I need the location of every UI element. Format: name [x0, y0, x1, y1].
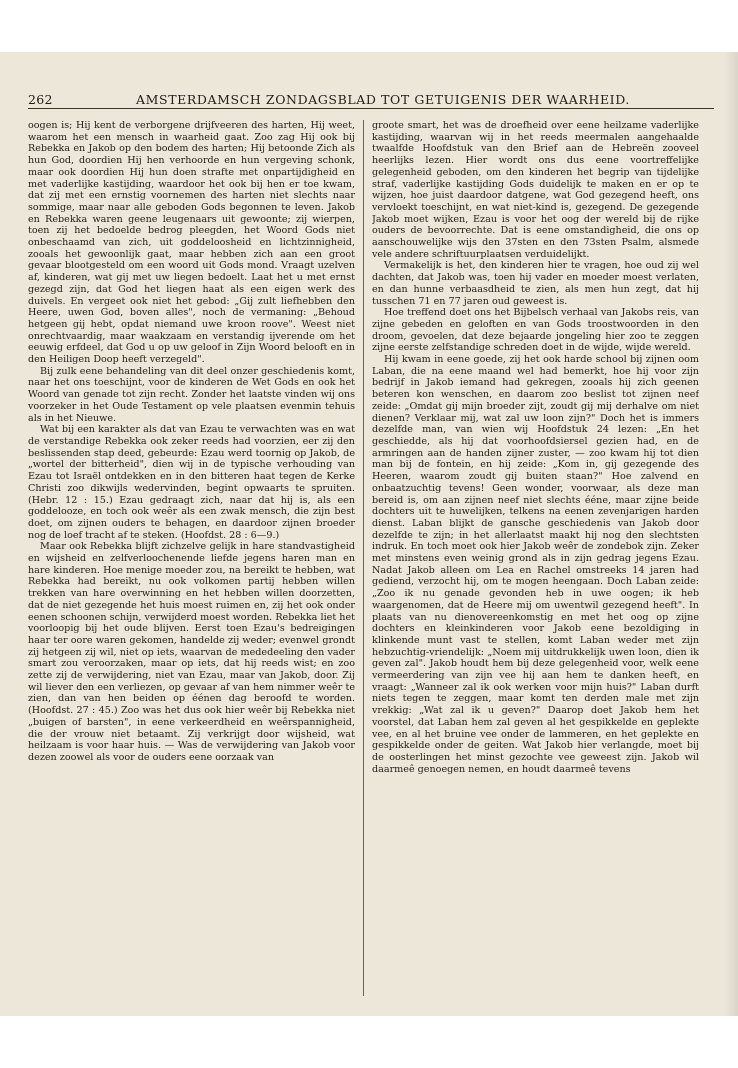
paragraph: Vermakelijk is het, den kinderen hier te vragen, hoe oud zij wel dachten, dat Jakob was, toen hij vader en moeder moest verlaten, en dan hunne verbaasdheid te zien, als men hun zegt, dat hij tusschen 71 en 77 jaren oud geweest is. — [372, 260, 699, 307]
right-column — [372, 120, 699, 1000]
paragraph: Hoe treffend doet ons het Bijbelsch verhaal van Jakobs reis, van zijne gebeden en geloften en van Gods troostwoorden in den droom, gevoelen, dat deze bejaarde jongeling hier zoo te zeggen zijne eerste zelfstandige schreden doet in de wijde, wijde wereld. — [372, 307, 699, 354]
column-divider — [363, 120, 364, 996]
paragraph: oogen is; Hij kent de verborgene drijfveeren des harten, Hij weet, waarom het een mensch in waarheid gaat. Zoo zag Hij ook bij Rebekka en Jakob op den bodem des harten; Hij betoonde Zich als hun God, doordien Hij hen verhoorde en hun vergeving schonk, maar ook doordien Hij hun doen strafte met onpartijdigheid en met vaderlijke kastijding, waardoor het ook bij hen er toe kwam, dat zij met een ernstig voornemen des harten niet slechts naar sommige, maar naar alle geboden Gods begonnen te leven. Jakob en Rebekka waren geene leugenaars uit gewoonte; zij wierpen, toen zij het bedoelde bedrog pleegden, het Woord Gods niet onbeschaamd van zich, uit goddeloosheid en lichtzinnigheid, zooals het gewoonlijk gaat, maar hebben zich aan een groot gevaar blootgesteld om een woord uit Gods mond. Vraagt uzelven af, kinderen, wat gij met uw liegen bedoelt. Laat het u met ernst gezegd zijn, dat God het liegen haat als een eigen werk des duivels. En vergeet ook niet het gebod: „Gij zult liefhebben den Heere, uwen God, boven alles", noch de vermaning: „Behoud hetgeen gij hebt, opdat niemand uwe kroon roove". Weest niet onrechtvaardig, maar waakzaam en verstandig ijverende om het eeuwig erfdeel, dat God u op uw geloof in Zijn Woord belooft en in den Heiligen Doop heeft verzegeld". — [28, 120, 355, 366]
page-number: 262 — [28, 92, 53, 107]
paragraph: groote smart, het was de droefheid over eene heilzame vaderlijke kastijding, waarvan wij in het reeds meermalen aangehaalde twaalfde Hoofdstuk van den Brief aan de Hebreën zooveel heerlijks lezen. Hier wordt ons dus eene voortreffelijke gelegenheid geboden, om den kinderen het begrip van tijdelijke straf, vaderlijke kastijding Gods duidelijk te maken en er op te wijzen, hoe juist daardoor datgene, wat God gezegend heeft, ons vervloekt toeschijnt, en wat niet-kind is, gezegend. De gezegende Jakob moet wijken, Ezau is voor het oog der wereld bij de rijke ouders de bevoorrechte. Dat is eene omstandigheid, die ons op aanschouwelijke wijs den 37sten en den 73sten Psalm, alsmede vele andere schriftuurplaatsen verduidelijkt. — [372, 120, 699, 260]
paragraph: Wat bij een karakter als dat van Ezau te verwachten was en wat de verstandige Rebekka ook zeker reeds had voorzien, eer zij den beslissenden stap deed, gebeurde: Ezau werd toornig op Jakob, de „wortel der bitterheid", dien wij in de typische verhouding van Ezau tot Israël ontdekken en in den bitteren haat tegen de Kerke Christi zoo dikwijls wedervinden, begint opwaarts te spruiten. (Hebr. 12 : 15.) Ezau gedraagt zich, naar dat hij is, als een goddelooze, en toch ook weêr als een zwak mensch, die zijn best doet, om zijnen ouders te behagen, en daardoor zijnen broeder nog de loef tracht af te steken. (Hoofdst. 28 : 6—9.) — [28, 424, 355, 541]
page-edge-shadow — [724, 52, 738, 1016]
document-page — [28, 86, 714, 1006]
text-columns — [28, 120, 714, 1006]
paragraph: Bij zulk eene behandeling van dit deel onzer geschiedenis komt, naar het ons toeschijnt, voor de kinderen de Wet Gods en ook het Woord van genade tot zijn recht. Zonder het laatste vinden wij ons voorzeker in het Oude Testament op vele plaatsen evenmin tehuis als in het Nieuwe. — [28, 365, 355, 424]
running-title: AMSTERDAMSCH ZONDAGSBLAD TOT GETUIGENIS DER WAARHEID. — [136, 92, 630, 107]
left-column — [28, 120, 355, 1000]
paragraph: Maar ook Rebekka blijft zichzelve gelijk in hare standvastigheid en wijsheid en zelfverloochenende liefde jegens haren man en hare kinderen. Hoe menige moeder zou, na bereikt te hebben, wat Rebekka had bereikt, nu ook volkomen partij hebben willen trekken van hare overwinning en het hebben willen doorzetten, dat de niet gezegende het huis moest ruimen en, zij het ook onder eenen schoonen schijn, verwijderd moest worden. Rebekka liet het voorloopig bij het oude blijven. Eerst toen Ezau's bedreigingen haar ter oore waren gekomen, handelde zij weder; evenwel grondt zij hetgeen zij wil, niet op iets, waarvan de mededeeling den vader smart zou veroorzaken, maar op iets, dat hij reeds wist; en zoo zette zij de verwijdering, niet van Ezau, maar van Jakob, door. Zij wil liever den een verliezen, op gevaar af van hem nimmer weêr te zien, dan van hen beiden op éénen dag beroofd te worden. (Hoofdst. 27 : 45.) Zoo was het dus ook hier weêr bij Rebekka niet „buigen of barsten", in eene verkeerdheid en weêrspannigheid, die der vrouw niet betaamt. Zij verkrijgt door wijsheid, wat heilzaam is voor haar huis. — Was de verwijdering van Jakob voor dezen zoowel als voor de ouders eene oorzaak van — [28, 541, 355, 763]
paragraph: Hij kwam in eene goede, zij het ook harde school bij zijnen oom Laban, die na eene maand wel had bemerkt, hoe hij voor zijn bedrijf in Jakob iemand had gekregen, zooals hij zich geenen beteren kon wenschen, en daarom zoo beslist tot zijnen neef zeide: „Omdat gij mijn broeder zijt, zoudt gij mij derhalve om niet dienen? Verklaar mij, wat zal uw loon zijn?" Doch het is immers dezelfde man, van wien wij Hoofdstuk 24 lezen: „En het geschiedde, als hij dat voorhoofdsiersel gezien had, en de armringen aan de handen zijner zuster, — zoo kwam hij tot dien man bij de fontein, en hij zeide: „Kom in, gij gezegende des Heeren, waarom zoudt gij buiten staan?" Hoe zalvend en onbaatzuchtig tevens! Geen wonder, voorwaar, als deze man bereid is, om aan zijnen neef niet slechts ééne, maar zijne beide dochters uit te huwelijken, telkens na eenen zevenjarigen harden dienst. Laban blijkt de gansche geschiedenis van Jakob door dezelfde te zijn; in het allerlaatst maakt hij nog den slechtsten indruk. En toch moet ook hier Jakob weêr de zondebok zijn. Zeker met minstens even weinig grond als in zijn gedrag jegens Ezau. Nadat Jakob alleen om Lea en Rachel omstreeks 14 jaren had gediend, verzocht hij, om te mogen heengaan. Doch Laban zeide: „Zoo ik nu genade gevonden heb in uwe oogen; ik heb waargenomen, dat de Heere mij om uwentwil gezegend heeft". In plaats van nu dienovereenkomstig en met het oog op zijne dochters en kleinkinderen voor Jakob eene bezoldiging in klinkende munt vast te stellen, komt Laban weder met zijn hebzuchtig-vriendelijk: „Noem mij uitdrukkelijk uwen loon, dien ik geven zal". Jakob houdt hem bij deze gelegenheid voor, welk eene vermeerdering van zijn vee hij aan hem te danken heeft, en vraagt: „Wanneer zal ik ook werken voor mijn huis?" Laban durft niets tegen te zeggen, maar komt ten derden male met zijn vrekkig: „Wat zal ik u geven?" Daarop doet Jakob hem het voorstel, dat Laban hem zal geven al het gespikkelde en geplekte vee, en al het bruine vee onder de lammeren, en het geplekte en gespikkelde onder de geiten. Wat Jakob hier verlangde, moet bij de oosterlingen het minst gezochte vee geweest zijn. Jakob wil daarmeê genoegen nemen, en houdt daarmeê tevens — [372, 354, 699, 775]
page-header — [28, 86, 714, 109]
